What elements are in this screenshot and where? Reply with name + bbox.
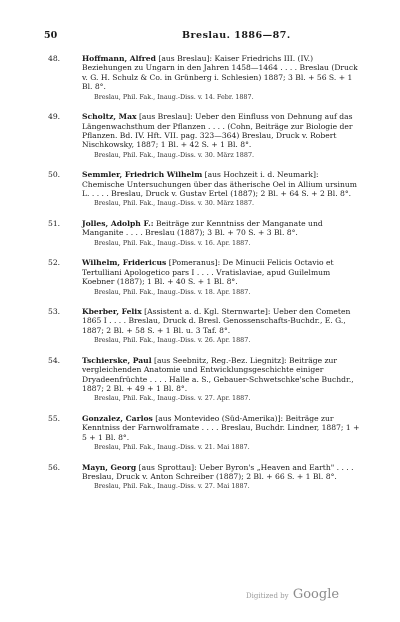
entry-dissertation-note: Breslau, Phil. Fak., Inaug.-Diss. v. 27. Apr. 1887. xyxy=(94,394,251,403)
entry-citation: [aus Seebnitz, Reg.-Bez. Liegnitz]: Beiträge zur vergleichenden Anatomie und Entwicklungsgeschichte einiger Dryadeenfrüchte . . . . Halle a. S., Gebauer-Schwetschke'sche Buchdr., 1887; 2 Bl. + 49 + 1 Bl. 8°. xyxy=(82,355,354,393)
bibliography-entry xyxy=(44,54,362,102)
entry-body xyxy=(82,219,362,248)
entry-number: 55. xyxy=(48,413,61,423)
entry-number: 52. xyxy=(48,258,61,268)
entry-body xyxy=(82,463,362,492)
entry-number: 49. xyxy=(48,112,61,122)
entry-citation: [aus Breslau]: Kaiser Friedrichs III. (IV.) Beziehungen zu Ungarn in den Jahren 1458—1464 . . . . Breslau (Druck v. G. H. Schulz & Co. in Grünberg i. Schlesien) 1887; 3 Bl. + 56 S. + 1 Bl. 8°. xyxy=(82,54,358,92)
bibliography-entry xyxy=(44,219,362,248)
entry-author: Jolles, Adolph F.: xyxy=(82,218,154,228)
entry-citation: [Pomeranus]: De Minucii Felicis Octavio et Tertulliani Apologetico pars I . . . . Vratislaviae, apud Guilelmum Koebner (1887); 1 Bl. + 40 S. + 1 Bl. 8°. xyxy=(82,258,334,287)
entry-number: 51. xyxy=(48,218,61,228)
entry-author: Gonzalez, Carlos xyxy=(82,413,153,423)
entry-body xyxy=(82,54,362,102)
entry-author: Tschierske, Paul xyxy=(82,355,152,365)
entry-citation: [aus Montevideo (Süd-Amerika)]: Beiträge zur Kenntniss der Farnwolframate . . . . Breslau, Buchdr. Lindner, 1887; 1 + 5 + 1 Bl. 8°. xyxy=(82,413,360,442)
entry-dissertation-note: Breslau, Phil. Fak., Inaug.-Diss. v. 18. Apr. 1887. xyxy=(94,287,251,296)
entry-dissertation-note: Breslau, Phil. Fak., Inaug.-Diss. v. 30. März 1887. xyxy=(94,150,255,159)
entry-citation: [aus Breslau]: Ueber den Einfluss von Dehnung auf das Längenwachsthum der Pflanzen . . . . (Cohn, Beiträge zur Biologie der Pflanzen. Bd. IV. Hft. VII. pag. 323—364) Breslau, Druck v. Robert Nischkowsky, 1887; 1 Bl. + 42 S. + 1 Bl. 8°. xyxy=(82,112,353,150)
entry-author: Mayn, Georg xyxy=(82,462,137,472)
bibliography-entry xyxy=(44,112,362,160)
entry-author: Hoffmann, Alfred xyxy=(82,54,156,63)
entry-number: 53. xyxy=(48,307,61,316)
entry-body xyxy=(82,414,362,452)
entry-body xyxy=(82,170,362,208)
bibliography-entry xyxy=(44,307,362,345)
bibliography-entry xyxy=(44,414,362,452)
running-title: Breslau. 1886—87. xyxy=(182,30,291,41)
entry-dissertation-note: Breslau, Phil. Fak., Inaug.-Diss. v. 26. Apr. 1887. xyxy=(94,336,251,345)
entry-citation: Beiträge zur Kenntniss der Manganate und Manganite . . . . Breslau (1887); 3 Bl. + 70 S. + 3 Bl. 8°. xyxy=(82,218,323,238)
entry-author: Wilhelm, Fridericus xyxy=(82,258,167,268)
entry-citation: [aus Sprottau]: Ueber Byron's „Heaven and Earth" . . . . Breslau, Druck v. Anton Schreiber (1887); 2 Bl. + 66 S. + 1 Bl. 8°. xyxy=(82,462,354,481)
entry-number: 54. xyxy=(48,355,61,365)
entry-author: Semmler, Friedrich Wilhelm xyxy=(82,170,203,180)
entry-dissertation-note: Breslau, Phil. Fak., Inaug.-Diss. v. 16. Apr. 1887. xyxy=(94,238,251,247)
google-watermark xyxy=(246,587,339,602)
entry-dissertation-note: Breslau, Phil. Fak., Inaug.-Diss. v. 27. Mai 1887. xyxy=(94,482,250,491)
digitized-label: Digitized by xyxy=(246,592,289,600)
entry-dissertation-note: Breslau, Phil. Fak., Inaug.-Diss. v. 30. März 1887. xyxy=(94,199,255,208)
entry-number: 56. xyxy=(48,462,61,472)
entry-body xyxy=(82,356,362,404)
bibliography-entry xyxy=(44,258,362,296)
entry-citation: [Assistent a. d. Kgl. Sternwarte]: Ueber den Cometen 1865 I . . . . Breslau, Druck d. Bresl. Genossenschafts-Buchdr., E. G., 1887; 2 Bl. + 58 S. + 1 Bl. u. 3 Taf. 8°. xyxy=(82,307,351,335)
entry-body xyxy=(82,307,362,345)
bibliography-entry xyxy=(44,463,362,492)
entry-dissertation-note: Breslau, Phil. Fak., Inaug.-Diss. v. 14. Febr. 1887. xyxy=(94,92,254,101)
entry-author: Scholtz, Max xyxy=(82,112,137,122)
entry-author: Kberber, Felix xyxy=(82,307,142,316)
bibliography-entry xyxy=(44,170,362,208)
entry-body xyxy=(82,258,362,296)
entry-number: 50. xyxy=(48,170,61,180)
entry-list xyxy=(44,54,362,502)
bibliography-entry xyxy=(44,356,362,404)
google-wordmark: Google xyxy=(292,587,340,602)
entry-body xyxy=(82,112,362,160)
entry-dissertation-note: Breslau, Phil. Fak., Inaug.-Diss. v. 21. Mai 1887. xyxy=(94,443,250,452)
page-number: 50 xyxy=(44,30,58,41)
entry-number: 48. xyxy=(48,54,61,63)
entry-citation: [aus Hochzeit i. d. Neumark]: Chemische Untersuchungen über das ätherische Oel in Allium ursinum L. . . . . Breslau, Druck v. Gustav Ertel (1887); 2 Bl. + 64 S. + 2 Bl. 8°. xyxy=(82,170,357,199)
